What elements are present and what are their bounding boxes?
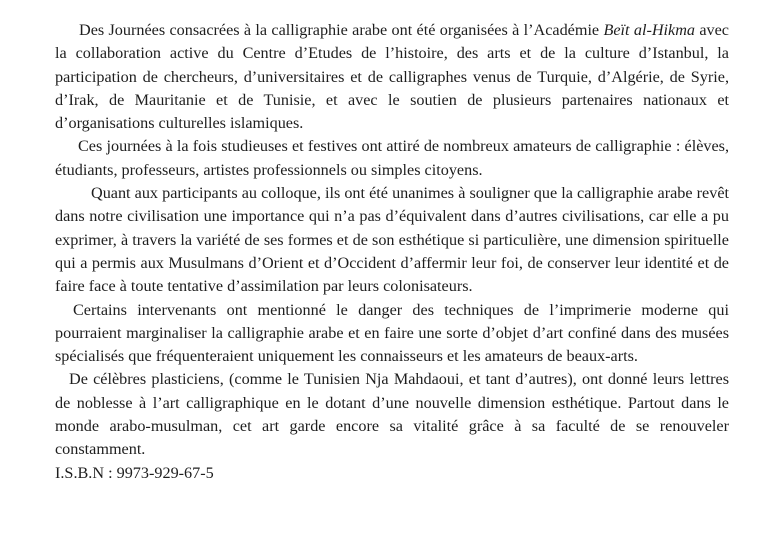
- paragraph-2: Ces journées à la fois studieuses et festives ont attiré de nombreux amateurs de calligraphie : élèves, étudiants, professeurs, artistes professionnels ou simples citoyens.: [55, 137, 729, 179]
- paragraph-3: Quant aux participants au colloque, ils ont été unanimes à souligner que la calligraphie arabe revêt dans notre civilisation une importance qui n’a pas d’équivalent dans d’autres civilisations, car elle a pu exprimer, à travers la variété de ses formes et de son esthétique si particulière, une dimension spirituelle qui a permis aux Musulmans d’Orient et d’Occident d’affermir leur foi, de conserver leur identité et de faire face à toute tentative d’assimilation par leurs colonisateurs.: [55, 184, 729, 296]
- paragraph-1: [55, 19, 729, 135]
- paragraph-5: De célèbres plasticiens, (comme le Tunisien Nja Mahdaoui, et tant d’autres), ont donné leurs lettres de noblesse à l’art calligraphique en le dotant d’une nouvelle dimension esthétique. Partout dans le monde arabo-musulman, cet art garde encore sa vitalité grâce à sa faculté de se renouveler constamment.: [55, 370, 729, 459]
- isbn-line: I.S.B.N : 9973-929-67-5: [55, 463, 214, 482]
- paragraph-1-text-end: avec la collaboration active du Centre d’Etudes de l’histoire, des arts et de la culture d’Istanbul, la participation de chercheurs, d’universitaires et de calligraphes venus de Turquie, d’Algérie, de Syrie, d’Irak, de Mauritanie et de Tunisie, et avec le soutien de plusieurs partenaires nationaux et d’organisations culturelles islamiques.: [55, 21, 729, 133]
- academy-name: Beït al-Hikma: [603, 21, 695, 39]
- document-body: [55, 19, 729, 485]
- paragraph-4: Certains intervenants ont mentionné le danger des techniques de l’imprimerie moderne qui pourraient marginaliser la calligraphie arabe et en faire une sorte d’objet d’art confiné dans des musées spécialisés que fréquenteraient uniquement les connaisseurs et les amateurs de beaux-arts.: [55, 300, 729, 366]
- paragraph-1-text-start: Des Journées consacrées à la calligraphie arabe ont été organisées à l’Académie: [79, 21, 604, 39]
